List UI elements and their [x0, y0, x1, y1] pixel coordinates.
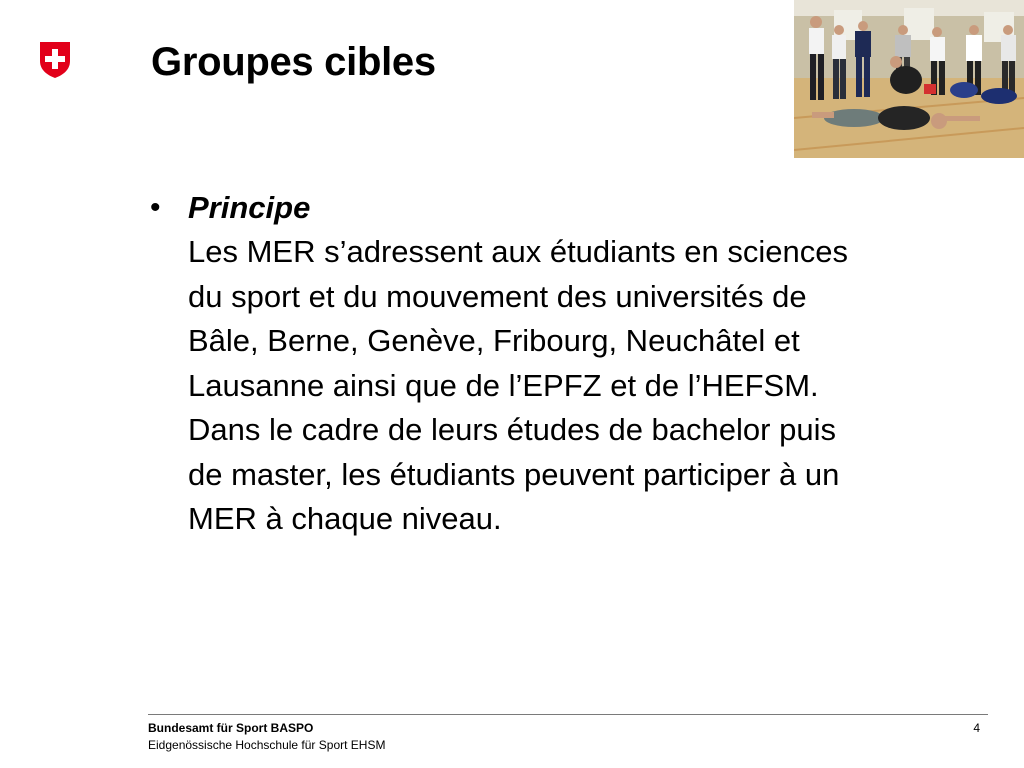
paragraph-line: de master, les étudiants peuvent participer à un [188, 456, 840, 492]
bullet-marker: • [150, 191, 161, 224]
paragraph-line: MER à chaque niveau. [188, 501, 502, 536]
page-number: 4 [973, 721, 980, 735]
bullet-heading: Principe [188, 190, 311, 225]
paragraph-line: Lausanne ainsi que de l’EPFZ et de l’HEFSM. [188, 367, 819, 403]
bullet-paragraph [188, 230, 1000, 542]
slide-title: Groupes cibles [151, 40, 436, 84]
bullet-item-principe [150, 186, 1000, 542]
slide-body [150, 186, 1000, 542]
paragraph-line: Dans le cadre de leurs études de bachelor puis [188, 412, 836, 447]
footer-divider [148, 714, 988, 715]
sports-hall-photo [794, 0, 1024, 158]
footer-school: Eidgenössische Hochschule für Sport EHSM [148, 738, 386, 752]
footer-organization: Bundesamt für Sport BASPO [148, 721, 314, 735]
swiss-cross-shield-icon [39, 41, 71, 79]
paragraph-line: Les MER s’adressent aux étudiants en sciences [188, 234, 848, 269]
paragraph-line: Bâle, Berne, Genève, Fribourg, Neuchâtel et [188, 323, 800, 358]
paragraph-line: du sport et du mouvement des universités de [188, 278, 807, 314]
